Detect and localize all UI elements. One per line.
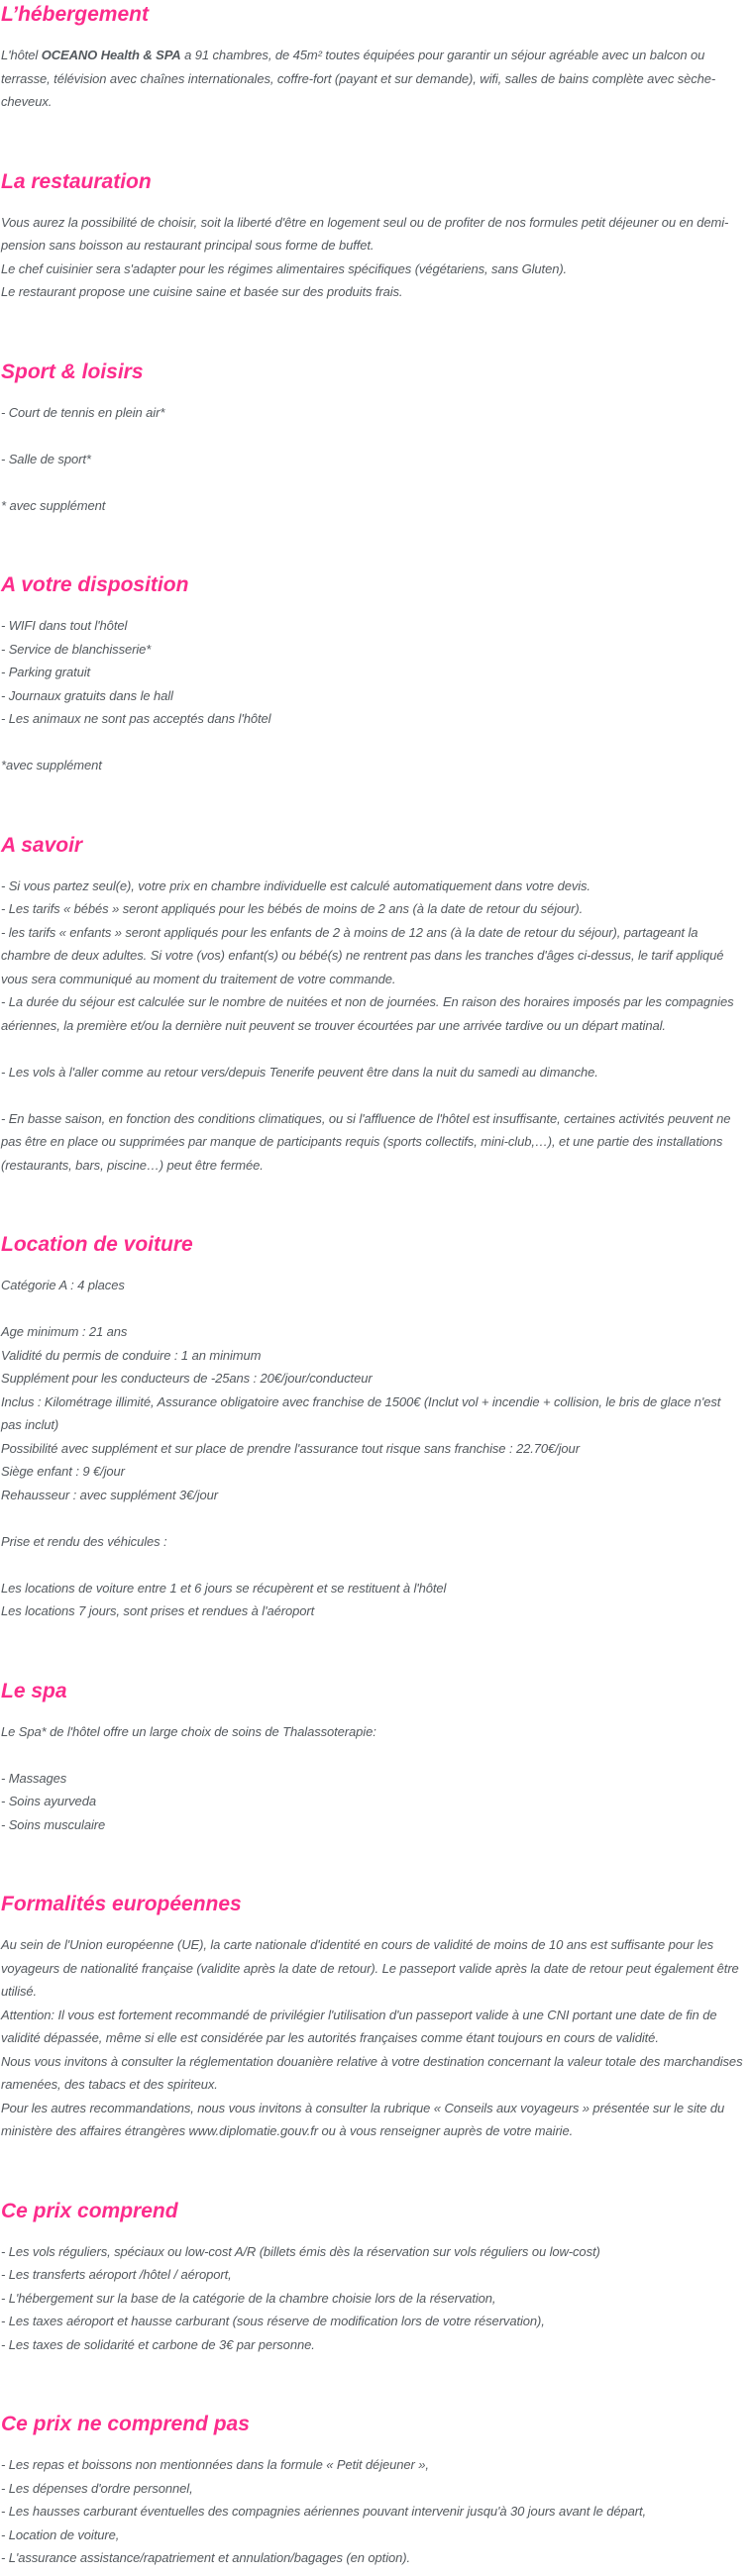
text-run: - Service de blanchisserie*: [1, 641, 152, 657]
paragraph: [1, 2524, 743, 2547]
text-run: *avec supplément: [1, 758, 102, 773]
paragraph: [1, 1320, 743, 1344]
blank-line: [1, 1037, 743, 1061]
text-run: - Journaux gratuits dans le hall: [1, 687, 173, 703]
text-run: - Location de voiture,: [1, 2526, 120, 2542]
text-run: Pour les autres recommandations, nous vous invitons à consulter la rubrique « Conseils aux voyageurs » présentée sur le site du ministère des affaires étrangères www.diplomatie.gouv.fr ou à vous renseigner auprès de votre mairie.: [1, 2100, 725, 2138]
section-sport-loisirs: [1, 360, 743, 518]
section-title: Location de voiture: [1, 1233, 193, 1256]
text-run: - L'assurance assistance/rapatriement et annulation/bagages (en option).: [1, 2550, 410, 2565]
text-run: - Soins ayurveda: [1, 1794, 96, 1808]
paragraph: [1, 990, 743, 1037]
text-run: Validité du permis de conduire : 1 an minimum: [1, 1347, 262, 1363]
section-ce-prix-ne-comprend-pas: [1, 2412, 743, 2570]
text-run: - Les repas et boissons non mentionnées dans la formule « Petit déjeuner »,: [1, 2457, 429, 2472]
text-run: Age minimum : 21 ans: [1, 1324, 128, 1339]
paragraph: [1, 1344, 743, 1368]
text-run: a 91 chambres, de 45m² toutes équipées pour garantir un séjour agréable avec un balcon ou terrasse, télévision avec chaînes internationales, coffre-fort (payant et sur demande), wifi, salles de bains complète avec sèche-cheveux.: [1, 48, 716, 109]
paragraph: [1, 1437, 743, 1461]
blank-line: [1, 1553, 743, 1577]
paragraph: [1, 661, 743, 684]
paragraph: [1, 614, 743, 638]
text-run: Rehausseur : avec supplément 3€/jour: [1, 1487, 218, 1502]
paragraph: [1, 1933, 743, 2004]
bold-text-run: OCEANO Health & SPA: [41, 48, 181, 62]
text-run: - Les taxes de solidarité et carbone de 3€ par personne.: [1, 2336, 315, 2352]
text-run: Catégorie A : 4 places: [1, 1278, 125, 1292]
blank-line: [1, 1506, 743, 1530]
section-body: [1, 2240, 743, 2357]
paragraph: [1, 258, 743, 281]
paragraph: [1, 1391, 743, 1437]
paragraph: [1, 1107, 743, 1178]
text-run: - Les taxes aéroport et hausse carburant (sous réserve de modification lors de votre réservation),: [1, 2314, 545, 2328]
section-title: A votre disposition: [1, 573, 189, 596]
section-body: [1, 1933, 743, 2143]
content: [1, 2, 743, 2570]
section-body: [1, 44, 743, 114]
section-body: [1, 401, 743, 518]
text-run: Supplément pour les conducteurs de -25ans : 20€/jour/conducteur: [1, 1371, 373, 1386]
paragraph: [1, 2333, 743, 2357]
paragraph: [1, 875, 743, 898]
text-run: - Les hausses carburant éventuelles des compagnies aériennes pouvant intervenir jusqu'à 30 jours avant le départ,: [1, 2504, 646, 2519]
section-ce-prix-comprend: [1, 2199, 743, 2357]
paragraph: [1, 1484, 743, 1507]
text-run: - Les vols à l'aller comme au retour vers/depuis Tenerife peuvent être dans la nuit du samedi au dimanche.: [1, 1064, 598, 1080]
text-run: - Soins musculaire: [1, 1816, 106, 1832]
section-title: Ce prix ne comprend pas: [1, 2413, 250, 2435]
paragraph: [1, 2477, 743, 2501]
paragraph: [1, 1720, 743, 1744]
text-run: L'hôtel: [1, 48, 42, 62]
paragraph: [1, 1767, 743, 1791]
paragraph: [1, 401, 743, 425]
text-run: Le chef cuisinier sera s'adapter pour les régimes alimentaires spécifiques (végétariens, sans Gluten).: [1, 260, 568, 276]
blank-line: [1, 470, 743, 494]
paragraph: [1, 1274, 743, 1297]
paragraph: [1, 448, 743, 471]
section-body: [1, 875, 743, 1178]
paragraph: [1, 2453, 743, 2477]
paragraph: [1, 1460, 743, 1484]
paragraph: [1, 2287, 743, 2311]
paragraph: [1, 494, 743, 518]
text-run: - Parking gratuit: [1, 665, 91, 679]
paragraph: [1, 1599, 743, 1623]
paragraph: [1, 44, 743, 114]
blank-line: [1, 1083, 743, 1107]
section-title: Le spa: [1, 1679, 67, 1702]
paragraph: [1, 921, 743, 991]
text-run: - En basse saison, en fonction des conditions climatiques, ou si l'affluence de l'hôtel est insuffisante, certaines activités peuvent ne pas être en place ou supprimées par manque de participants requis (sports collectifs, mini-club,…), et une partie des installations (restaurants, bars, piscine…) peut être fermée.: [1, 1110, 731, 1173]
paragraph: [1, 280, 743, 304]
section-body: [1, 211, 743, 304]
text-run: - Court de tennis en plein air*: [1, 404, 165, 420]
text-run: - Les vols réguliers, spéciaux ou low-cost A/R (billets émis dès la réservation sur vols réguliers ou low-cost): [1, 2243, 600, 2259]
text-run: Attention: Il vous est fortement recommandé de privilégier l'utilisation d'un passeport valide à une CNI portant une date de fin de validité dépassée, même si elle est considérée par les autorités françaises comme étant toujours en cours de validité.: [1, 2007, 717, 2045]
text-run: Le restaurant propose une cuisine saine et basée sur des produits frais.: [1, 284, 403, 299]
section-a-savoir: [1, 833, 743, 1178]
section-le-spa: [1, 1679, 743, 1837]
section-title: La restauration: [1, 169, 152, 193]
paragraph: [1, 684, 743, 708]
section-title: Ce prix comprend: [1, 2199, 178, 2222]
section-restauration: [1, 169, 743, 304]
paragraph: [1, 2097, 743, 2143]
text-run: Le Spa* de l'hôtel offre un large choix de soins de Thalassoterapie:: [1, 1723, 376, 1739]
section-title: L’hébergement: [1, 3, 149, 26]
text-run: Nous vous invitons à consulter la réglementation douanière relative à votre destination concernant la valeur totale des marchandises ramenées, des tabacs et des spiriteux.: [1, 2053, 743, 2092]
text-run: - Si vous partez seul(e), votre prix en chambre individuelle est calculé automatiquement dans votre devis.: [1, 877, 590, 893]
text-run: Au sein de l'Union européenne (UE), la carte nationale d'identité en cours de validité de moins de 10 ans est suffisante pour les voyageurs de nationalité française (validite après la date de retour). Le passeport valide après la date de retour peut également être utilisé.: [1, 1937, 739, 1999]
text-run: Les locations 7 jours, sont prises et rendues à l'aéroport: [1, 1603, 315, 1618]
section-formalites-europeennes: [1, 1892, 743, 2143]
paragraph: [1, 1790, 743, 1813]
paragraph: [1, 211, 743, 258]
section-title: Formalités européennes: [1, 1893, 242, 1915]
text-run: - Massages: [1, 1770, 67, 1786]
text-run: - Les dépenses d'ordre personnel,: [1, 2480, 193, 2496]
paragraph: [1, 754, 743, 777]
paragraph: [1, 1367, 743, 1391]
text-run: Vous aurez la possibilité de choisir, soit la liberté d'être en logement seul ou de profiter de nos formules petit déjeuner ou en demi-pension sans boisson au restaurant principal sous forme de buffet.: [1, 214, 729, 253]
section-location-de-voiture: [1, 1232, 743, 1623]
section-body: [1, 1720, 743, 1837]
paragraph: [1, 2004, 743, 2050]
text-run: - les tarifs « enfants » seront appliqués pour les enfants de 2 à moins de 12 ans (à la date de retour du séjour), partageant la chambre de deux adultes. Si votre (vos) enfant(s) ou bébé(s) ne rentrent pas dans les tranches d'âges ci-dessus, le tarif appliqué vous sera communiqué au moment du traitement de votre commande.: [1, 924, 724, 986]
section-title: A savoir: [1, 833, 83, 857]
text-run: Possibilité avec supplément et sur place de prendre l'assurance tout risque sans franchise : 22.70€/jour: [1, 1440, 580, 1456]
paragraph: [1, 1577, 743, 1600]
blank-line: [1, 1297, 743, 1321]
blank-line: [1, 1743, 743, 1767]
paragraph: [1, 897, 743, 921]
section-body: [1, 614, 743, 777]
text-run: Les locations de voiture entre 1 et 6 jours se récupèrent et se restituent à l'hôtel: [1, 1580, 447, 1596]
paragraph: [1, 2050, 743, 2097]
section-hebergement: [1, 2, 743, 114]
paragraph: [1, 2500, 743, 2524]
paragraph: [1, 2546, 743, 2570]
paragraph: [1, 2263, 743, 2287]
text-run: Prise et rendu des véhicules :: [1, 1533, 167, 1549]
paragraph: [1, 2240, 743, 2264]
section-body: [1, 2453, 743, 2570]
paragraph: [1, 1061, 743, 1084]
text-run: - Les tarifs « bébés » seront appliqués pour les bébés de moins de 2 ans (à la date de retour du séjour).: [1, 901, 584, 916]
paragraph: [1, 638, 743, 662]
text-run: - Les transferts aéroport /hôtel / aéroport,: [1, 2267, 232, 2282]
section-a-votre-disposition: [1, 572, 743, 777]
paragraph: [1, 1813, 743, 1837]
text-run: - La durée du séjour est calculée sur le nombre de nuitées et non de journées. En raison des horaires imposés par les compagnies aériennes, la première et/ou la dernière nuit peuvent se trouver écourtées par une arrivée tardive ou un départ matinal.: [1, 994, 734, 1033]
text-run: Siège enfant : 9 €/jour: [1, 1464, 125, 1479]
text-run: Inclus : Kilométrage illimité, Assurance obligatoire avec franchise de 1500€ (Inclut vol + incendie + collision, le bris de glace n'est pas inclut): [1, 1393, 721, 1432]
section-title: Sport & loisirs: [1, 360, 144, 383]
section-body: [1, 1274, 743, 1623]
blank-line: [1, 731, 743, 755]
paragraph: [1, 707, 743, 731]
paragraph: [1, 1530, 743, 1554]
blank-line: [1, 424, 743, 448]
text-run: - L'hébergement sur la base de la catégorie de la chambre choisie lors de la réservation,: [1, 2290, 496, 2306]
text-run: - Salle de sport*: [1, 451, 91, 466]
text-run: - WIFI dans tout l'hôtel: [1, 618, 128, 633]
text-run: - Les animaux ne sont pas acceptés dans l'hôtel: [1, 711, 271, 726]
paragraph: [1, 2310, 743, 2333]
text-run: * avec supplément: [1, 497, 106, 513]
